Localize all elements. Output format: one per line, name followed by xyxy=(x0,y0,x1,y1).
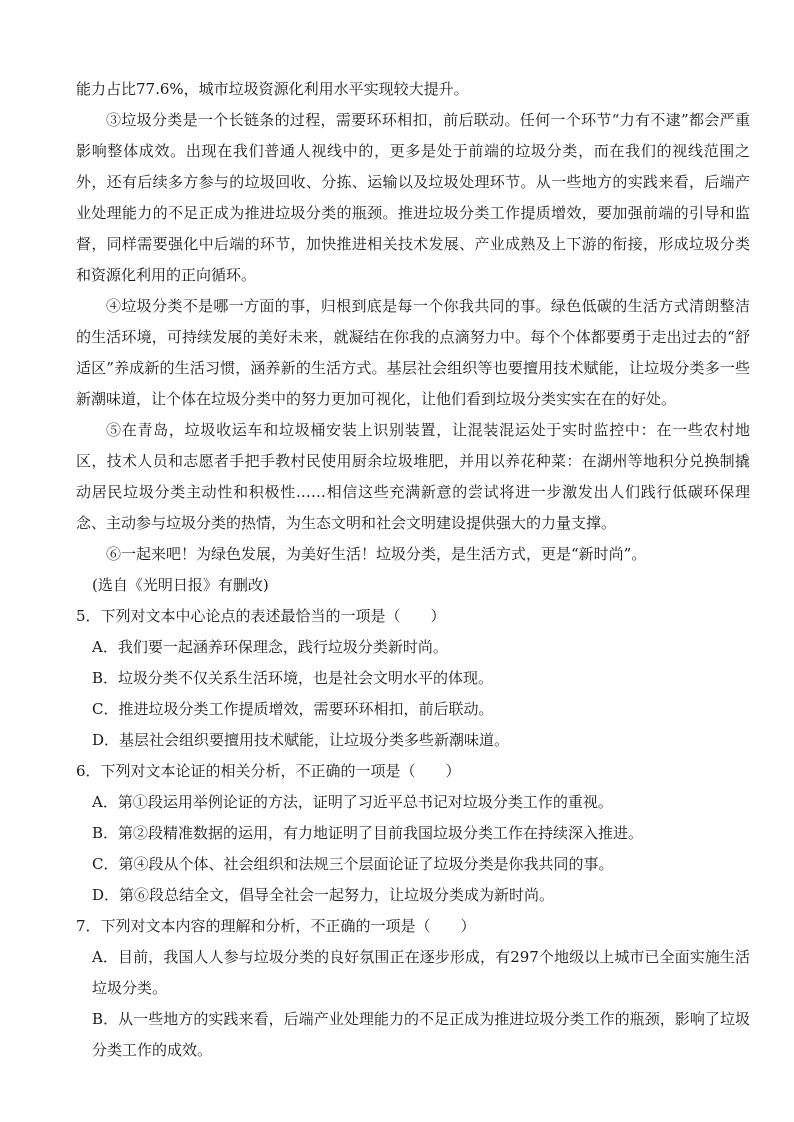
option-d: D．基层社会组织要擅用技术赋能，让垃圾分类多些新潮味道。 xyxy=(92,731,510,749)
question-6 xyxy=(76,756,750,911)
paragraph-continuation: 能力占比77.6%，城市垃圾资源化利用水平实现较大提升。 xyxy=(76,80,469,98)
source-note: (选自《光明日报》有删改) xyxy=(92,576,269,594)
option-a: A．第①段运用举例论证的方法，证明了习近平总书记对垃圾分类工作的重视。 xyxy=(92,793,613,811)
question-stem: 7．下列对文本内容的理解和分析，不正确的一项是（ ） xyxy=(76,917,476,935)
question-stem: 5．下列对文本中心论点的表述最恰当的一项是（ ） xyxy=(76,607,446,625)
option-c: C．推进垃圾分类工作提质增效，需要环环相扣，前后联动。 xyxy=(92,700,494,718)
question-5 xyxy=(76,601,750,756)
paragraph-6: ⑥一起来吧！为绿色发展，为美好生活！垃圾分类，是生活方式，更是“新时尚”。 xyxy=(106,545,647,563)
option-b: B．从一些地方的实践来看，后端产业处理能力的不足正成为推进垃圾分类工作的瓶颈，影响了垃圾分类工作的成效。 xyxy=(92,1010,750,1059)
option-a: A．我们要一起涵养环保理念，践行垃圾分类新时尚。 xyxy=(92,638,448,656)
option-d: D．第⑥段总结全文，倡导全社会一起努力，让垃圾分类成为新时尚。 xyxy=(92,886,555,904)
question-stem: 6．下列对文本论证的相关分析，不正确的一项是（ ） xyxy=(76,762,461,780)
option-c: C．第④段从个体、社会组织和法规三个层面论证了垃圾分类是你我共同的事。 xyxy=(92,855,614,873)
option-b: B．垃圾分类不仅关系生活环境，也是社会文明水平的体现。 xyxy=(92,669,494,687)
question-7 xyxy=(76,911,750,1066)
paragraph-4: ④垃圾分类不是哪一方面的事，归根到底是每一个你我共同的事。绿色低碳的生活方式清朗整洁的生活环境，可持续发展的美好未来，就凝结在你我的点滴努力中。每个个体都要勇于走出过去的“舒适区”养成新的生活习惯，涵养新的生活方式。基层社会组织等也要擅用技术赋能，让垃圾分类多一些新潮味道，让个体在垃圾分类中的努力更加可视化，让他们看到垃圾分类实实在在的好处。 xyxy=(76,297,750,408)
document-content xyxy=(76,74,750,1066)
paragraph-3: ③垃圾分类是一个长链条的过程，需要环环相扣，前后联动。任何一个环节“力有不逮”都会严重影响整体成效。出现在我们普通人视线中的，更多是处于前端的垃圾分类，而在我们的视线范围之外，还有后续多方参与的垃圾回收、分拣、运输以及垃圾处理环节。从一些地方的实践来看，后端产业处理能力的不足正成为推进垃圾分类的瓶颈。推进垃圾分类工作提质增效，要加强前端的引导和监督，同样需要强化中后端的环节，加快推进相关技术发展、产业成熟及上下游的衔接，形成垃圾分类和资源化利用的正向循环。 xyxy=(76,111,750,284)
paragraph-5: ⑤在青岛，垃圾收运车和垃圾桶安装上识别装置，让混装混运处于实时监控中：在一些农村地区，技术人员和志愿者手把手教村民使用厨余垃圾堆肥，并用以养花种菜：在湖州等地积分兑换制撬动居民垃圾分类主动性和积极性……相信这些充满新意的尝试将进一步激发出人们践行低碳环保理念、主动参与垃圾分类的热情，为生态文明和社会文明建设提供强大的力量支撑。 xyxy=(76,421,750,532)
option-b: B．第②段精准数据的运用，有力地证明了目前我国垃圾分类工作在持续深入推进。 xyxy=(92,824,644,842)
option-a: A．目前，我国人人参与垃圾分类的良好氛围正在逐步形成，有297个地级以上城市已全面实施生活垃圾分类。 xyxy=(92,948,750,997)
